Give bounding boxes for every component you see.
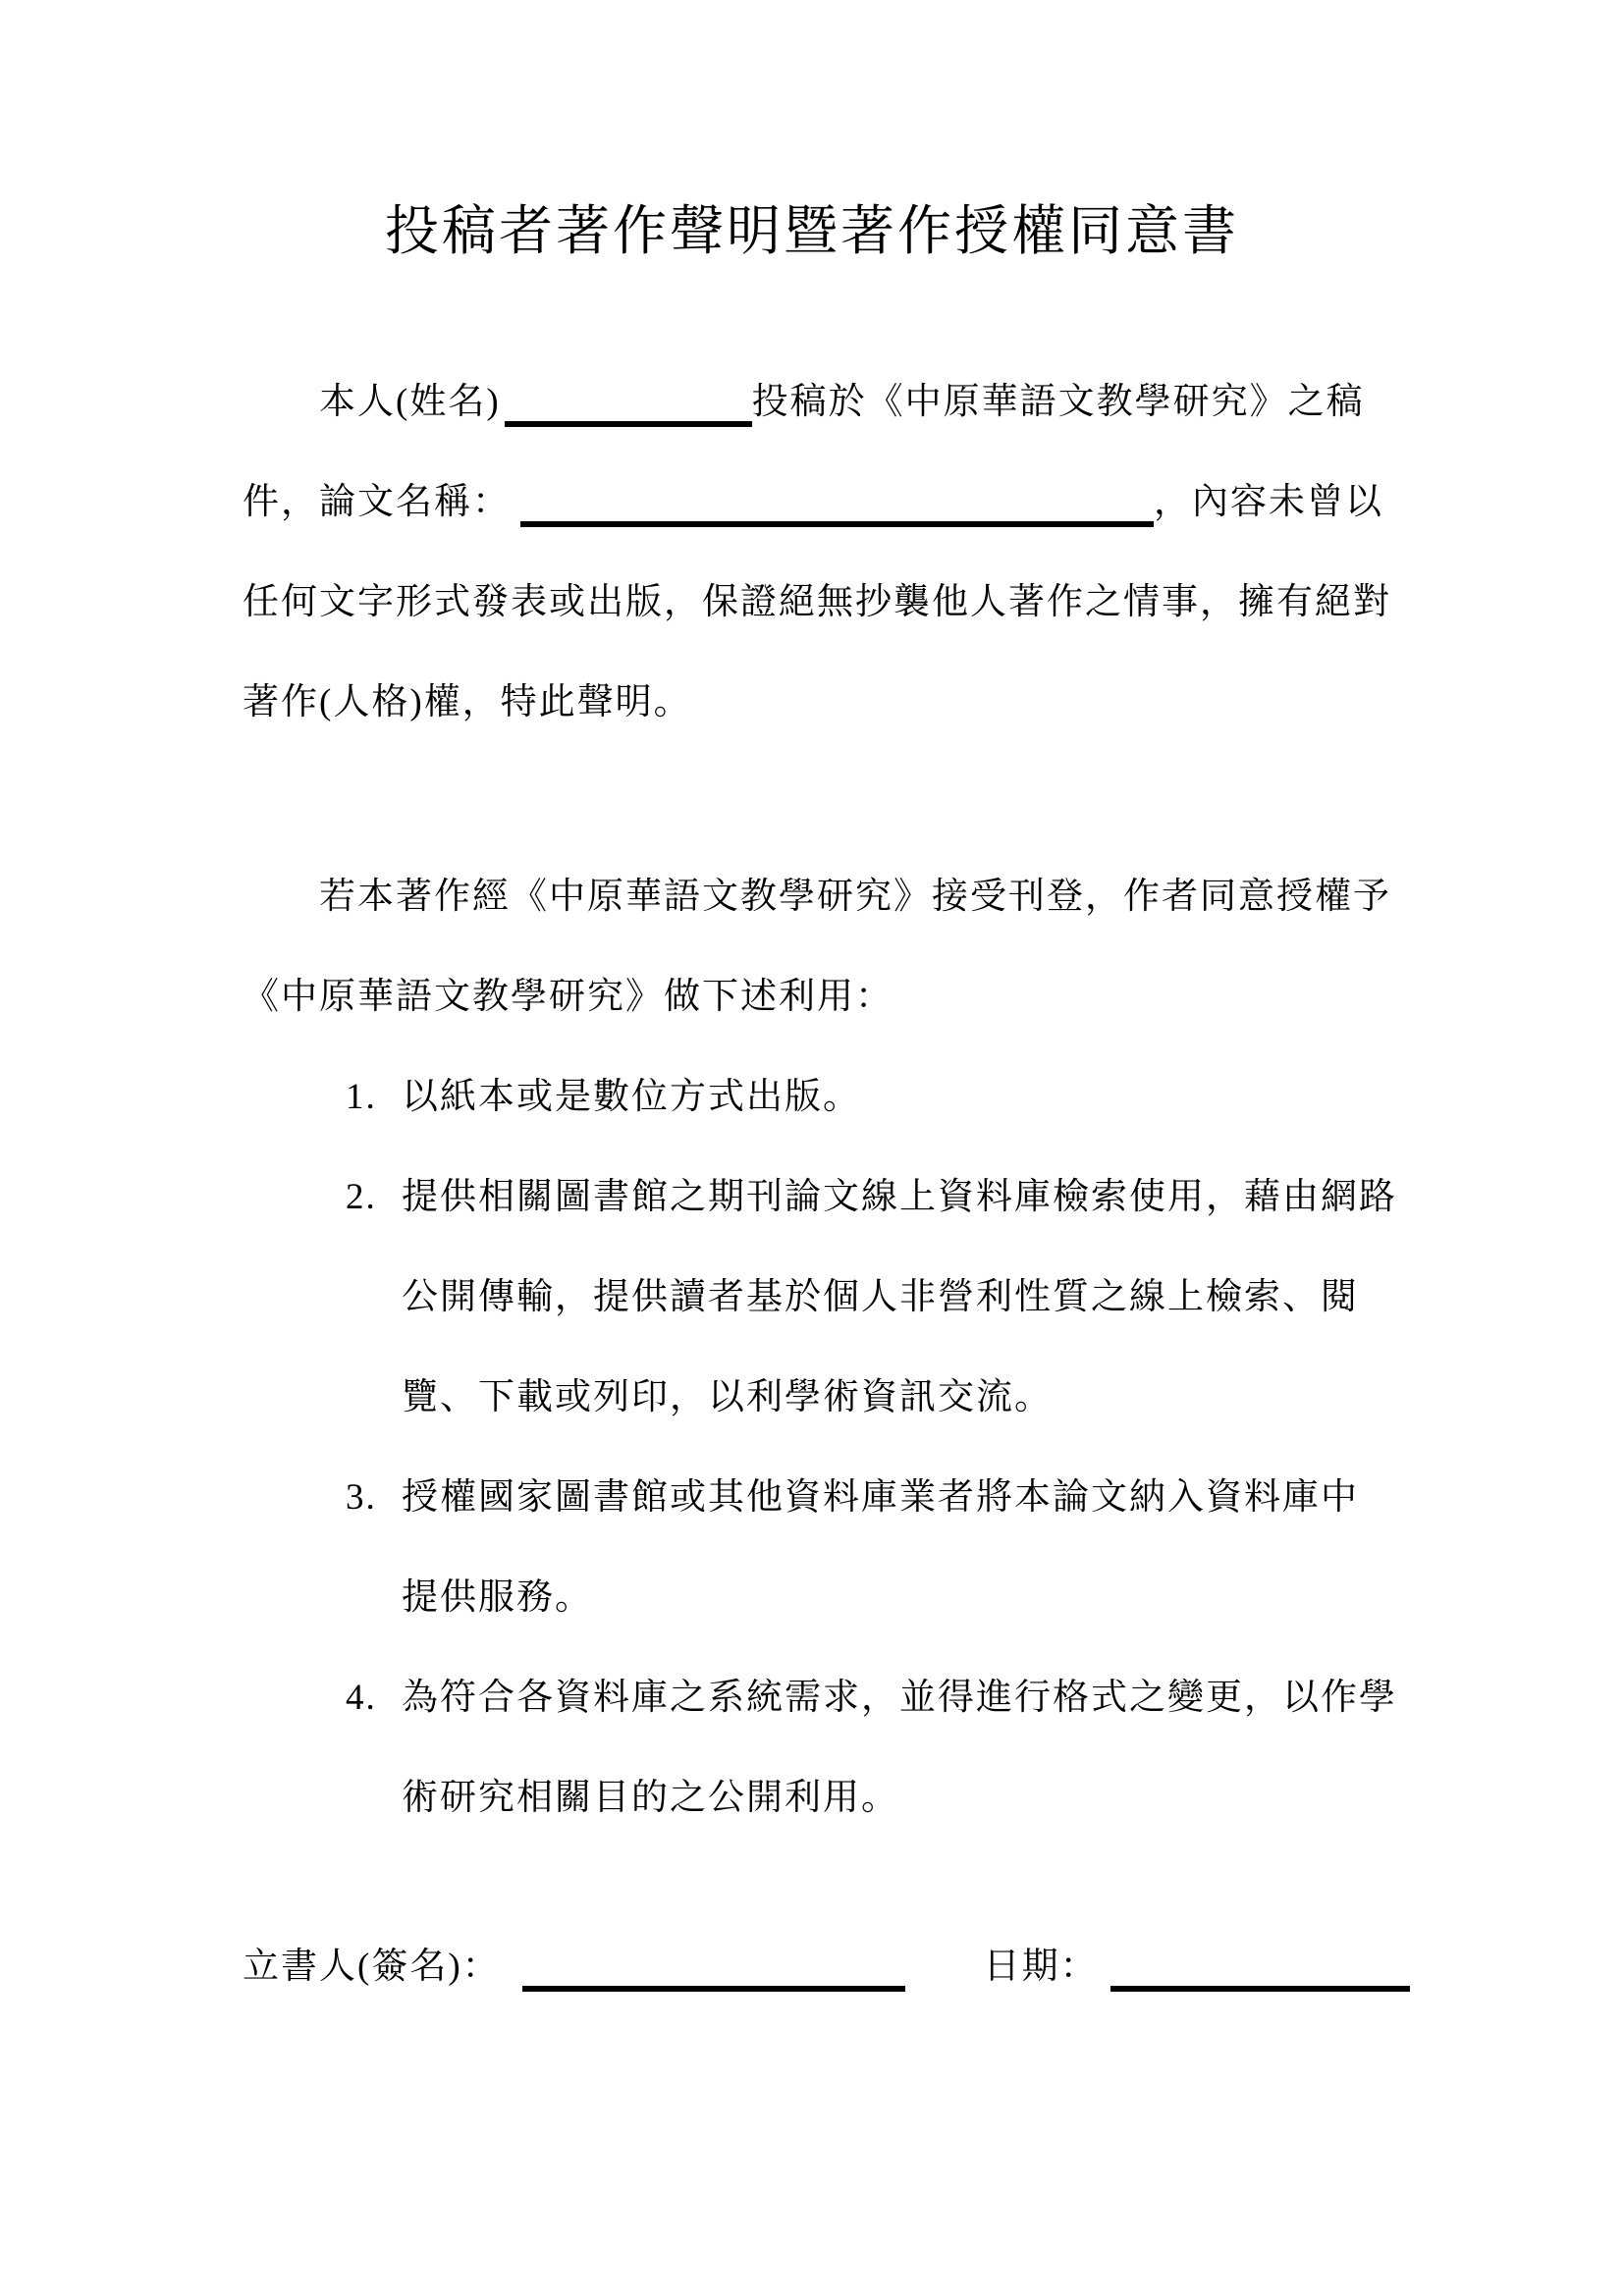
declaration-line-1-text: 投稿於《中原華語文教學研究》之稿 (751, 382, 1365, 422)
list-item-1-line-1 (243, 1047, 1384, 1148)
list-item-3-text: 授權國家圖書館或其他資料庫業者將本論文納入資料庫中 (402, 1477, 1359, 1518)
usage-list (243, 1047, 1397, 1848)
list-item-2-line-1 (243, 1148, 1397, 1248)
name-blank-line[interactable] (505, 409, 752, 427)
paper-title-blank-line[interactable] (520, 509, 1154, 527)
list-item-2-number: 2. (346, 1177, 377, 1217)
declaration-paragraph (243, 352, 1391, 753)
declaration-line-2-text: ，內容未曾以 (1154, 482, 1383, 522)
document-title: 投稿者著作聲明暨著作授權同意書 (384, 201, 1239, 261)
list-item-3 (243, 1448, 1384, 1648)
list-item-2-text: 提供相關圖書館之期刊論文線上資料庫檢索使用，藉由網路 (402, 1177, 1397, 1217)
list-item-2-line-3: 覽、下載或列印，以利學術資訊交流。 (402, 1377, 1053, 1417)
list-item-4-line-2: 術研究相關目的之公開利用。 (402, 1778, 899, 1818)
signer-label: 立書人(簽名)： (243, 1947, 501, 1987)
authorization-paragraph (243, 847, 1391, 1047)
list-item-4-text: 為符合各資料庫之系統需求，並得進行格式之變更，以作學 (402, 1678, 1397, 1718)
list-item-2 (243, 1148, 1397, 1448)
signature-row (243, 1917, 1384, 2017)
list-item-4-number: 4. (346, 1678, 377, 1718)
paper-title-label: 件，論文名稱： (243, 482, 511, 522)
list-item-3-number: 3. (346, 1477, 377, 1518)
list-item-1-text: 以紙本或是數位方式出版。 (402, 1077, 861, 1117)
authorization-line-1: 若本著作經《中原華語文教學研究》接受刊登，作者同意授權予 (319, 877, 1391, 917)
document-body (243, 352, 1397, 2017)
signer-blank-line[interactable] (522, 1974, 905, 1992)
list-item-4 (243, 1648, 1397, 1848)
declaration-line-4: 著作(人格)權，特此聲明。 (243, 682, 692, 722)
declaration-line-3: 任何文字形式發表或出版，保證絕無抄襲他人著作之情事，擁有絕對 (243, 582, 1391, 622)
authorization-line-2: 《中原華語文教學研究》做下述利用： (243, 977, 893, 1017)
list-item-3-line-1 (243, 1448, 1384, 1548)
date-blank-line[interactable] (1110, 1974, 1410, 1992)
list-item-3-line-2: 提供服務。 (402, 1577, 593, 1618)
list-item-2-line-2: 公開傳輸，提供讀者基於個人非營利性質之線上檢索、閱 (402, 1277, 1359, 1317)
list-item-1-number: 1. (346, 1077, 377, 1117)
declaration-line-1 (243, 352, 1384, 453)
signature-section (243, 1917, 1384, 2017)
list-item-1 (243, 1047, 1384, 1148)
name-label: 本人(姓名) (319, 382, 501, 422)
date-label: 日期： (983, 1947, 1099, 1987)
declaration-line-2 (243, 453, 1384, 553)
list-item-4-line-1 (243, 1648, 1397, 1748)
